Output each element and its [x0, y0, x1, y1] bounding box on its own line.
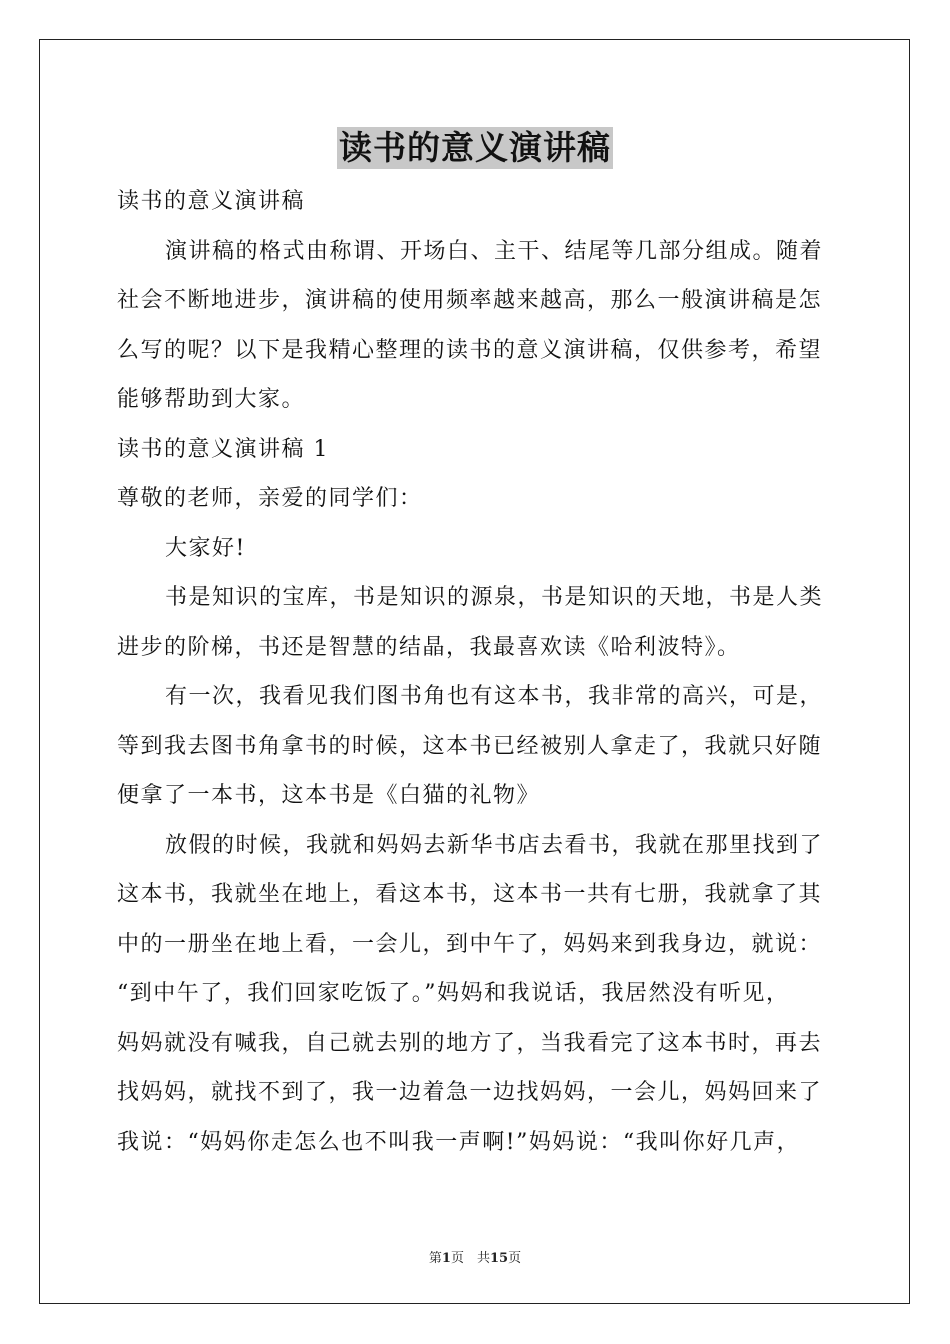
text-line: 中的一册坐在地上看，一会儿，到中午了，妈妈来到我身边，就说：	[117, 931, 823, 957]
footer-suffix: 页	[508, 1251, 522, 1266]
text-line: 便拿了一本书，这本书是《白猫的礼物》	[117, 783, 541, 808]
text-line: 读书的意义演讲稿	[117, 189, 306, 214]
text-line: 等到我去图书角拿书的时候，这本书已经被别人拿走了，我就只好随	[117, 733, 823, 759]
text-line: 读书的意义演讲稿 1	[117, 436, 329, 462]
text-line: 找妈妈，就找不到了，我一边着急一边找妈妈，一会儿，妈妈回来了	[117, 1080, 823, 1105]
footer-total-pages: 15	[489, 1251, 509, 1266]
footer-page-number: 1	[441, 1251, 451, 1266]
text-line: 大家好!	[165, 535, 246, 561]
footer-prefix: 第	[428, 1251, 442, 1266]
document-title: 读书的意义演讲稿	[339, 128, 611, 167]
text-line: 书是知识的宝库，书是知识的源泉，书是知识的天地，书是人类	[165, 585, 824, 610]
footer-middle: 页 共	[450, 1251, 490, 1266]
text-line: 我说：“妈妈你走怎么也不叫我一声啊!”妈妈说：“我叫你好几声，	[117, 1129, 801, 1155]
text-line: 进步的阶梯，书还是智慧的结晶，我最喜欢读《哈利波特》。	[117, 634, 741, 660]
document-body	[117, 177, 833, 1167]
text-line: 尊敬的老师，亲爱的同学们：	[117, 486, 423, 511]
text-line: 社会不断地进步，演讲稿的使用频率越来越高，那么一般演讲稿是怎	[117, 288, 823, 313]
text-line: 么写的呢？以下是我精心整理的读书的意义演讲稿，仅供参考，希望	[117, 337, 823, 363]
text-line: 这本书，我就坐在地上，看这本书，这本书一共有七册，我就拿了其	[117, 882, 823, 907]
page-footer	[0, 1247, 950, 1266]
text-line: 放假的时候，我就和妈妈去新华书店去看书，我就在那里找到了	[165, 832, 824, 858]
title-wrap	[0, 127, 950, 169]
text-line: 演讲稿的格式由称谓、开场白、主干、结尾等几部分组成。随着	[165, 238, 824, 264]
text-line: 有一次，我看见我们图书角也有这本书，我非常的高兴，可是，	[165, 684, 824, 709]
text-line: “到中午了，我们回家吃饭了。”妈妈和我说话，我居然没有听见，	[117, 981, 790, 1006]
text-line: 能够帮助到大家。	[117, 387, 306, 412]
text-line: 妈妈就没有喊我，自己就去别的地方了，当我看完了这本书时，再去	[117, 1030, 823, 1056]
